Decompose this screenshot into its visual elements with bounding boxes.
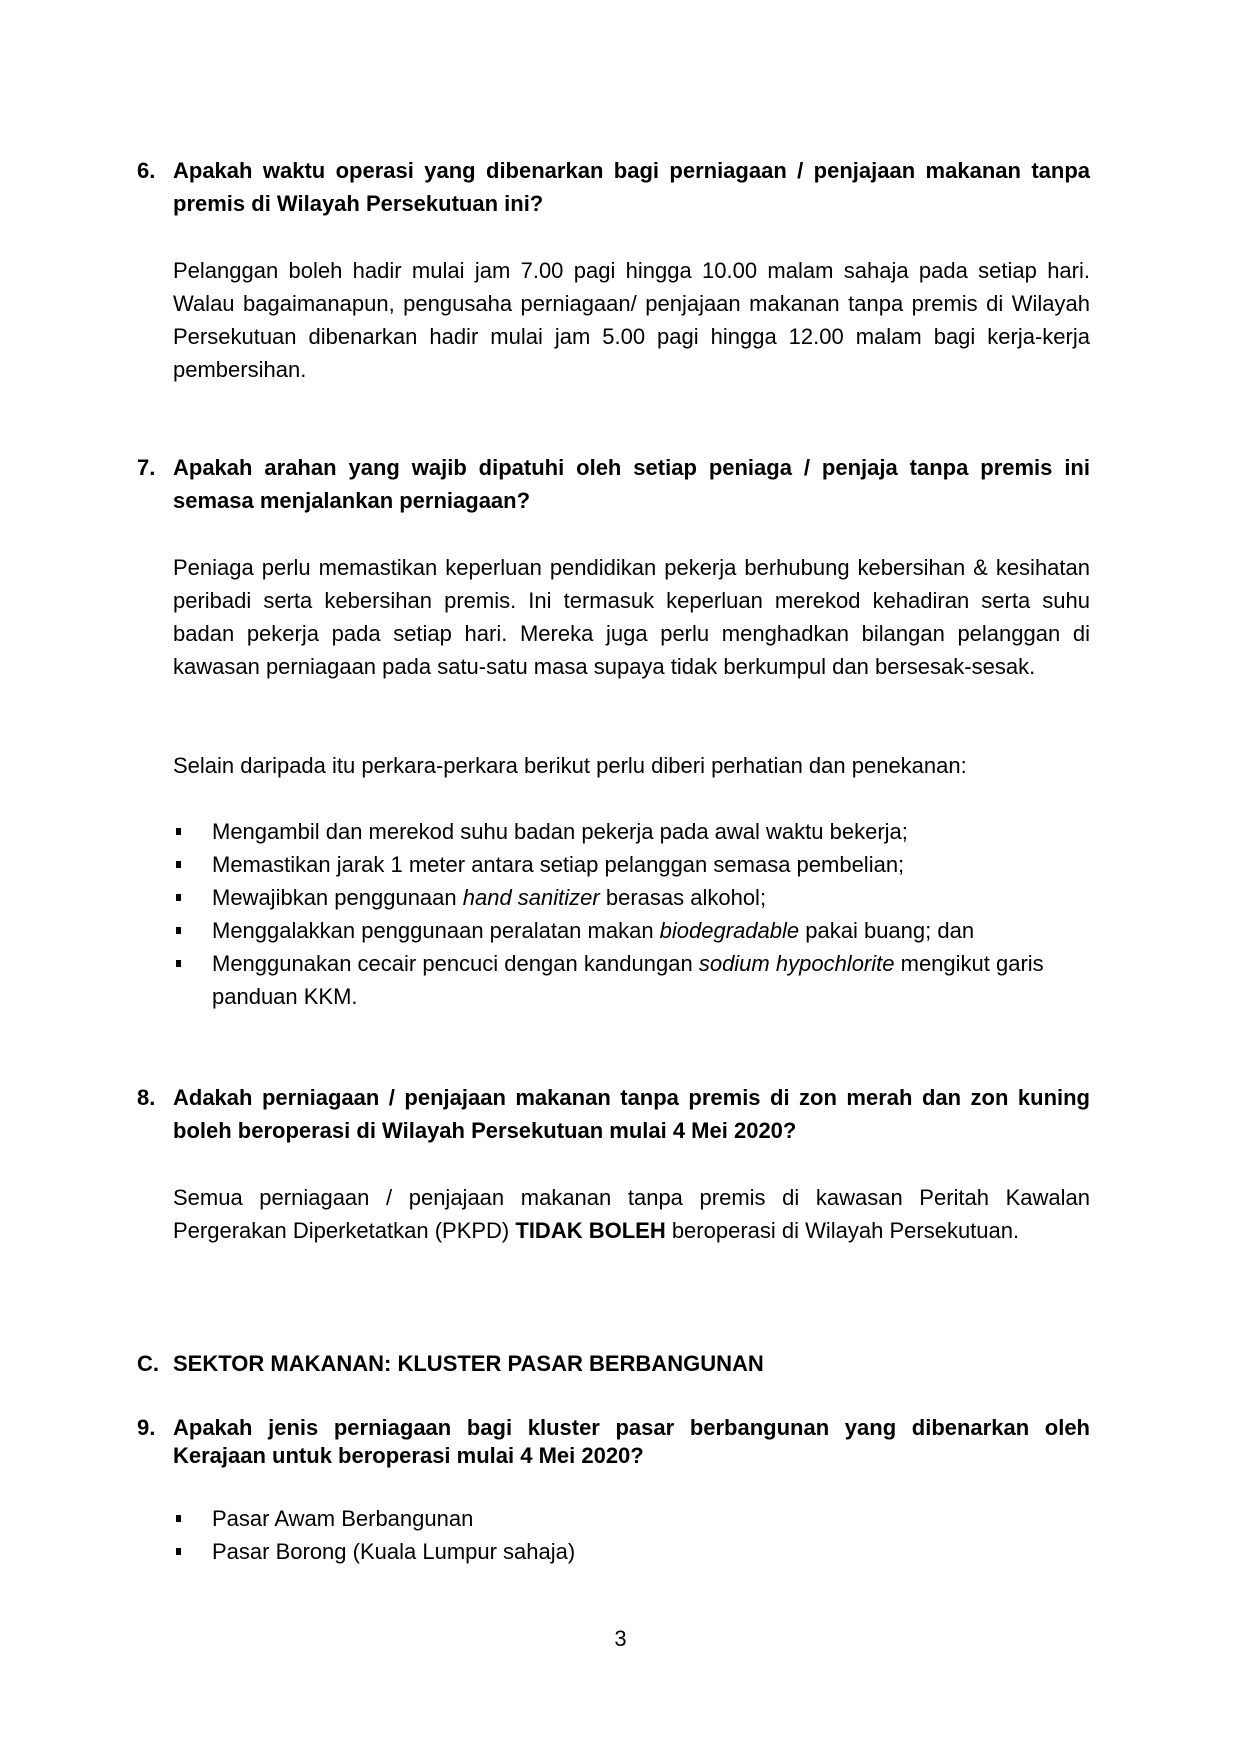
answer-8: [173, 1181, 1090, 1247]
italic-term: biodegradable: [659, 918, 800, 943]
list-item-text: Pasar Borong (Kuala Lumpur sahaja): [212, 1539, 576, 1564]
list-item-text: Memastikan jarak 1 meter antara setiap pelanggan semasa pembelian;: [212, 852, 905, 877]
answer-6: Pelanggan boleh hadir mulai jam 7.00 pagi hingga 10.00 malam sahaja pada setiap hari. Walau bagaimanapun, pengusaha perniagaan/ penjajaan makanan tanpa premis di Wilayah Persekutuan dibenarkan hadir mulai jam 5.00 pagi hingga 12.00 malam bagi kerja-kerja pembersihan.: [173, 258, 1090, 382]
question-9: [137, 1414, 1090, 1470]
question-number: 6.: [137, 158, 156, 183]
answer-text: Semua perniagaan / penjajaan makanan tanpa premis di kawasan Peritah Kawalan Pergerakan Diperketatkan (PKPD): [173, 1185, 1090, 1243]
list-item-text: mengikut garis panduan KKM.: [212, 951, 1044, 1009]
question-text: Apakah jenis perniagaan bagi kluster pasar berbangunan yang dibenarkan oleh Kerajaan untuk beroperasi mulai 4 Mei 2020?: [173, 1415, 1090, 1468]
list-item: [173, 914, 1090, 947]
list-item-text: Menggalakkan penggunaan peralatan makan: [212, 918, 660, 943]
list-item-text: Mengambil dan merekod suhu badan pekerja pada awal waktu bekerja;: [212, 819, 908, 844]
bullet-icon: [176, 927, 181, 934]
list-item: [173, 947, 1090, 1013]
answer-text: beroperasi di Wilayah Persekutuan.: [665, 1218, 1020, 1243]
section-letter: C.: [137, 1351, 159, 1376]
question-6: [137, 154, 1090, 220]
question-7: [137, 451, 1090, 517]
bullet-icon: [176, 861, 181, 868]
answer-7: Peniaga perlu memastikan keperluan pendidikan pekerja berhubung kebersihan & kesihatan peribadi serta kebersihan premis. Ini termasuk keperluan merekod kehadiran serta suhu badan pekerja pada setiap hari. Mereka juga perlu menghadkan bilangan pelanggan di kawasan perniagaan pada satu-satu masa supaya tidak berkumpul dan bersesak-sesak.: [173, 555, 1090, 679]
list-item: [173, 1535, 1090, 1568]
question-text: Apakah waktu operasi yang dibenarkan bagi perniagaan / penjajaan makanan tanpa premis di Wilayah Persekutuan ini?: [173, 158, 1090, 216]
question-text: Adakah perniagaan / penjajaan makanan tanpa premis di zon merah dan zon kuning boleh beroperasi di Wilayah Persekutuan mulai 4 Mei 2020?: [173, 1085, 1090, 1143]
italic-term: hand sanitizer: [462, 885, 600, 910]
question-number: 7.: [137, 455, 156, 480]
bullet-icon: [176, 1515, 181, 1522]
bullet-list-9: [173, 1502, 1090, 1568]
list-item-text: berasas alkohol;: [599, 885, 767, 910]
list-item-text: pakai buang; dan: [799, 918, 975, 943]
question-text: Apakah arahan yang wajib dipatuhi oleh setiap peniaga / penjaja tanpa premis ini semasa menjalankan perniagaan?: [173, 455, 1090, 513]
list-item: [173, 1502, 1090, 1535]
list-item-text: Menggunakan cecair pencuci dengan kandungan: [212, 951, 699, 976]
bullet-icon: [176, 1548, 181, 1555]
list-item: [173, 848, 1090, 881]
list-item-text: Pasar Awam Berbangunan: [212, 1506, 474, 1531]
section-title: SEKTOR MAKANAN: KLUSTER PASAR BERBANGUNAN: [173, 1351, 764, 1376]
answer-7-intro: Selain daripada itu perkara-perkara berikut perlu diberi perhatian dan penekanan:: [173, 753, 967, 778]
list-item: [173, 881, 1090, 914]
italic-term: sodium hypochlorite: [698, 951, 895, 976]
bullet-list-7: [173, 815, 1090, 1013]
question-number: 9.: [137, 1415, 156, 1440]
list-item: [173, 815, 1090, 848]
bullet-icon: [176, 960, 181, 967]
list-item-text: Mewajibkan penggunaan: [212, 885, 463, 910]
bullet-icon: [176, 894, 181, 901]
question-8: [137, 1081, 1090, 1147]
bullet-icon: [176, 828, 181, 835]
section-heading: [137, 1347, 1090, 1380]
page-number: 3: [614, 1626, 627, 1651]
emphasis-text: TIDAK BOLEH: [515, 1218, 666, 1243]
question-number: 8.: [137, 1085, 156, 1110]
